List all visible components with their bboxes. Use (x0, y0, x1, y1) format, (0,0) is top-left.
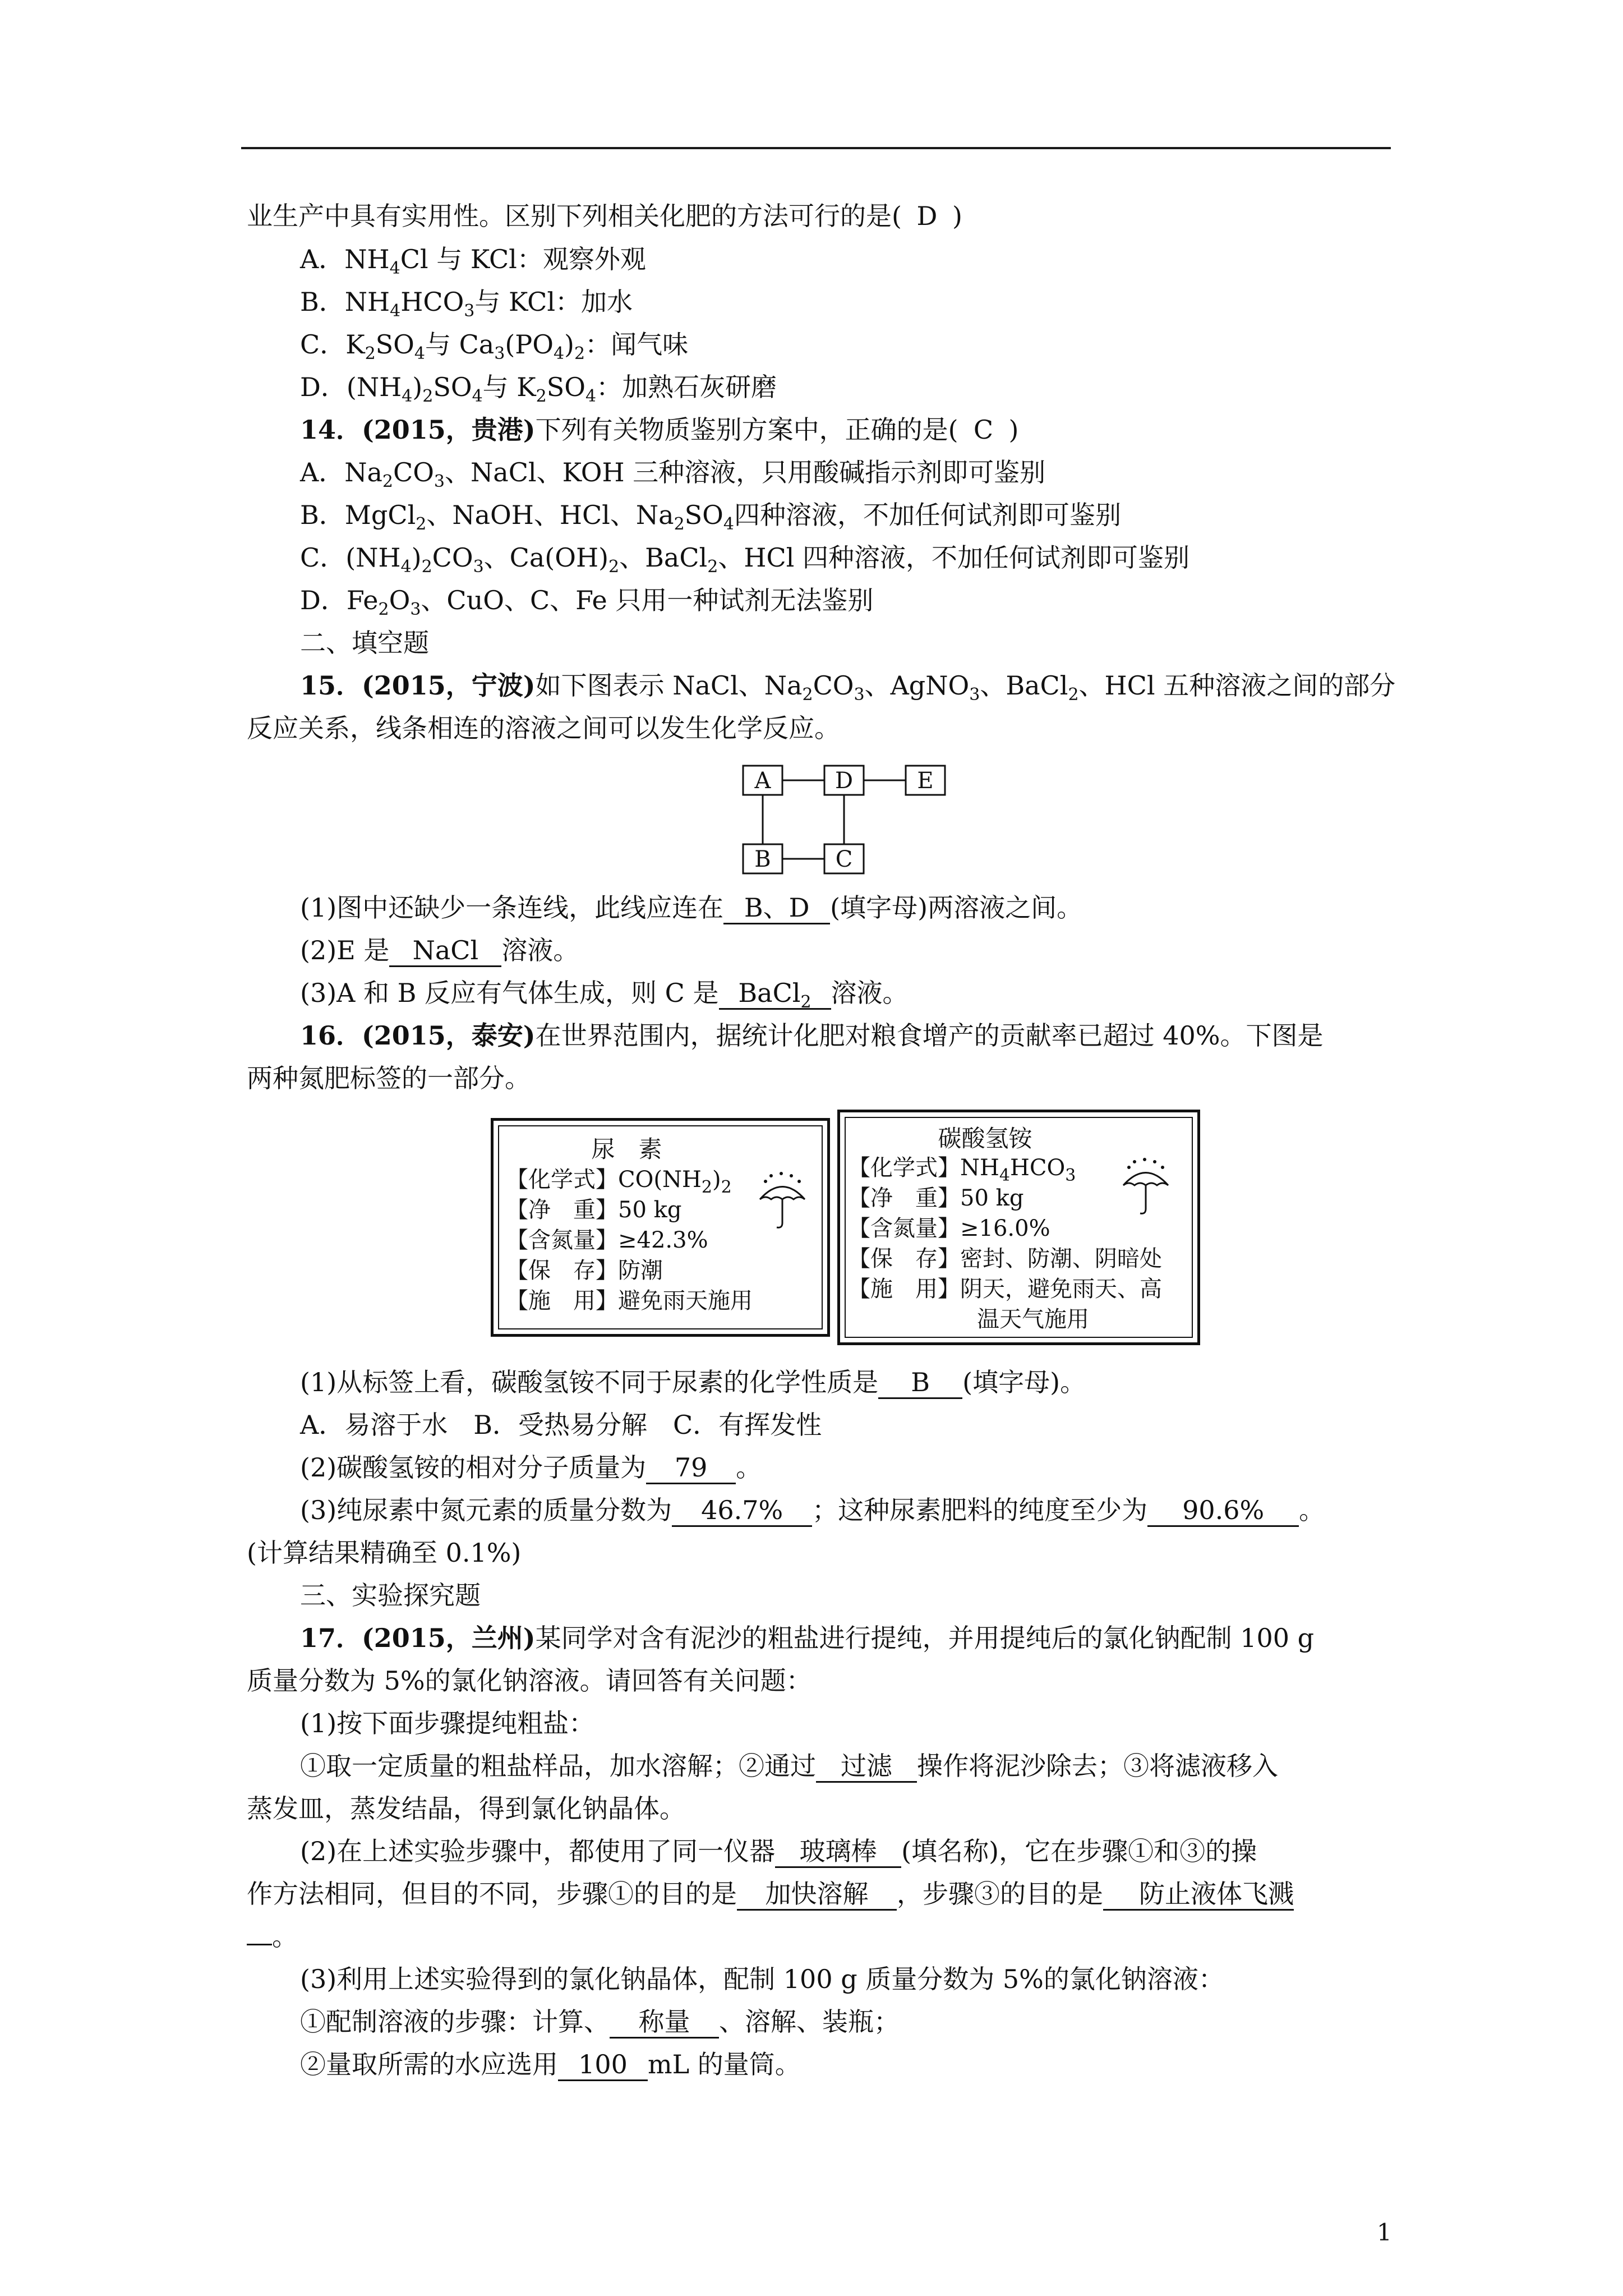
q17-part3: (3)利用上述实验得到的氯化钠晶体，配制 100 g 质量分数为 5%的氯化钠溶液： (300, 1964, 1224, 1994)
q16-part1: (1)从标签上看，碳酸氢铵不同于尿素的化学性质是 B (填字母)。 (300, 1365, 1086, 1399)
section-fill-in: 二、填空题 (300, 628, 429, 658)
q16-note: (计算结果精确至 0.1%) (247, 1538, 522, 1568)
q17-part1-line1: ①取一定质量的粗盐样品，加水溶解；②通过 过滤 操作将泥沙除去；③将滤液移入 (300, 1749, 1278, 1783)
q16-part3: (3)纯尿素中氮元素的质量分数为 46.7% ；这种尿素肥料的纯度至少为 90.6% 。 (300, 1493, 1325, 1527)
q16-answer-3b: 90.6% (1147, 1495, 1299, 1527)
reaction-diagram (740, 763, 976, 881)
q14-option-c: C．$(NH_4)_2CO_3$、$Ca(OH)_2$、BaCl$_2$、HCl 四种溶液，不加任何试剂即可鉴别 (300, 542, 1189, 577)
urea-row-usage: 【施 用】避免雨天施用 (506, 1288, 753, 1314)
bicarbonate-row-formula: 【化学式】$NH_4HCO_3$ (848, 1155, 1076, 1185)
urea-label-title: 尿 素 (591, 1135, 662, 1163)
q13-option-d: D．$(NH_4)_2SO_4$与 $K_2SO_4$：加熟石灰研磨 (300, 372, 777, 406)
urea-row-nitrogen: 【含氮量】≥42.3% (506, 1227, 708, 1253)
q13-stem: 业生产中具有实用性。区别下列相关化肥的方法可行的是( D ) (247, 201, 962, 231)
urea-label (491, 1118, 830, 1337)
q17-part3-line2: ②量取所需的水应选用 100 mL 的量筒。 (300, 2047, 801, 2081)
q17-answer-purpose1: 加快溶解 (737, 1879, 897, 1911)
q14-stem: 14．(2015，贵港)下列有关物质鉴别方案中，正确的是( C ) (300, 415, 1019, 445)
urea-row-weight: 【净 重】50 kg (506, 1197, 682, 1223)
bicarbonate-row-weight: 【净 重】50 kg (848, 1185, 1024, 1211)
bicarbonate-row-usage: 【施 用】阴天，避免雨天、高 (848, 1276, 1162, 1302)
q15-answer-2: NaCl (389, 935, 501, 967)
q16-part2: (2)碳酸氢铵的相对分子质量为 79 。 (300, 1451, 762, 1484)
q15-answer-1: B、D (723, 892, 830, 924)
q14-option-a: A．$Na_2CO_3$、NaCl、KOH 三种溶液，只用酸碱指示剂即可鉴别 (300, 457, 1046, 491)
node-a: A (754, 768, 771, 794)
bicarbonate-row-usage-cont: 温天气施用 (977, 1306, 1089, 1332)
q13-answer: D (916, 201, 938, 231)
q16-answer-1: B (878, 1367, 962, 1399)
node-c: C (835, 846, 853, 872)
q17-answer-rod: 玻璃棒 (775, 1836, 901, 1868)
bicarbonate-label-rows (848, 1153, 1162, 1335)
q13-option-c: C．$K_2SO_4$与 $Ca_3(PO_4)_2$：闻气味 (300, 329, 689, 364)
urea-row-formula: 【化学式】$CO(NH_2)_2$ (506, 1167, 732, 1197)
q17-answer-filter: 过滤 (816, 1751, 917, 1783)
q16-stem-line2: 两种氮肥标签的一部分。 (247, 1063, 531, 1093)
q17-answer-100: 100 (558, 2049, 648, 2081)
q15-part2: (2)E 是 NaCl 溶液。 (300, 933, 579, 967)
umbrella-icon (1118, 1157, 1174, 1219)
q17-part1-line2: 蒸发皿，蒸发结晶，得到氯化钠晶体。 (247, 1793, 685, 1824)
q16-answer-3a: 46.7% (672, 1495, 812, 1527)
q13-option-b: B．$NH_4HCO_3$与 KCl：加水 (300, 287, 633, 321)
q17-part2-line2: 作方法相同，但目的不同，步骤①的目的是 加快溶解 ，步骤③的目的是 防止液体飞溅 (247, 1877, 1294, 1911)
q15-part3: (3)A 和 B 反应有气体生成，则 C 是 BaCl$_2$ 溶液。 (300, 978, 909, 1012)
q16-stem-line1: 16．(2015，泰安)在世界范围内，据统计化肥对粮食增产的贡献率已超过 40%。下图是 (300, 1020, 1324, 1051)
q15-answer-3: BaCl$_2$ (719, 978, 831, 1010)
q17-stem-line1: 17．(2015，兰州)某同学对含有泥沙的粗盐进行提纯，并用提纯后的氯化钠配制 100 g (300, 1623, 1315, 1653)
q17-part2-line3: 。 (247, 1920, 298, 1953)
node-e: E (917, 768, 934, 794)
q17-answer-purpose2: 防止液体飞溅 (1103, 1879, 1294, 1911)
urea-row-storage: 【保 存】防潮 (506, 1258, 663, 1283)
q15-part1: (1)图中还缺少一条连线，此线应连在 B、D (填字母)两溶液之间。 (300, 891, 1082, 924)
q14-option-d: D．$Fe_2O_3$、CuO、C、Fe 只用一种试剂无法鉴别 (300, 585, 874, 619)
q15-stem-line2: 反应关系，线条相连的溶液之间可以发生化学反应。 (247, 713, 840, 743)
q13-option-a: A．$NH_4Cl$ 与 KCl：观察外观 (300, 244, 646, 278)
q17-part3-line1: ①配制溶液的步骤：计算、 称量 、溶解、装瓶； (300, 2005, 900, 2039)
page-number: 1 (1377, 2219, 1392, 2246)
bicarbonate-row-nitrogen: 【含氮量】≥16.0% (848, 1216, 1050, 1241)
q15-stem-line1: 15．(2015，宁波)如下图表示 NaCl、$Na_2CO_3$、AgNO$_3$、BaCl$_2$、HCl 五种溶液之间的部分 (300, 670, 1396, 705)
q16-part1-options: A．易溶于水 B．受热易分解 C．有挥发性 (300, 1410, 822, 1440)
node-b: B (754, 846, 771, 872)
bicarbonate-label-title: 碳酸氢铵 (938, 1125, 1032, 1152)
q17-stem-line2: 质量分数为 5%的氯化钠溶液。请回答有关问题： (247, 1665, 812, 1696)
urea-label-rows (506, 1165, 753, 1316)
q16-answer-2: 79 (646, 1452, 736, 1484)
q17-part2-line1: (2)在上述实验步骤中，都使用了同一仪器 玻璃棒 (填名称)，它在步骤①和③的操 (300, 1834, 1257, 1868)
header-rule (241, 147, 1391, 149)
section-experiment: 三、实验探究题 (300, 1580, 481, 1611)
q17-answer-weigh: 称量 (610, 2007, 719, 2039)
node-d: D (834, 768, 854, 794)
q14-option-b: B．MgCl$_2$、NaOH、HCl、$Na_2SO_4$四种溶液，不加任何试剂即可鉴别 (300, 500, 1121, 534)
q14-answer: C (973, 415, 994, 445)
ammonium-bicarbonate-label (837, 1110, 1200, 1345)
q17-part1: (1)按下面步骤提纯粗盐： (300, 1708, 595, 1738)
umbrella-icon (754, 1171, 810, 1233)
bicarbonate-row-storage: 【保 存】密封、防潮、阴暗处 (848, 1246, 1162, 1272)
